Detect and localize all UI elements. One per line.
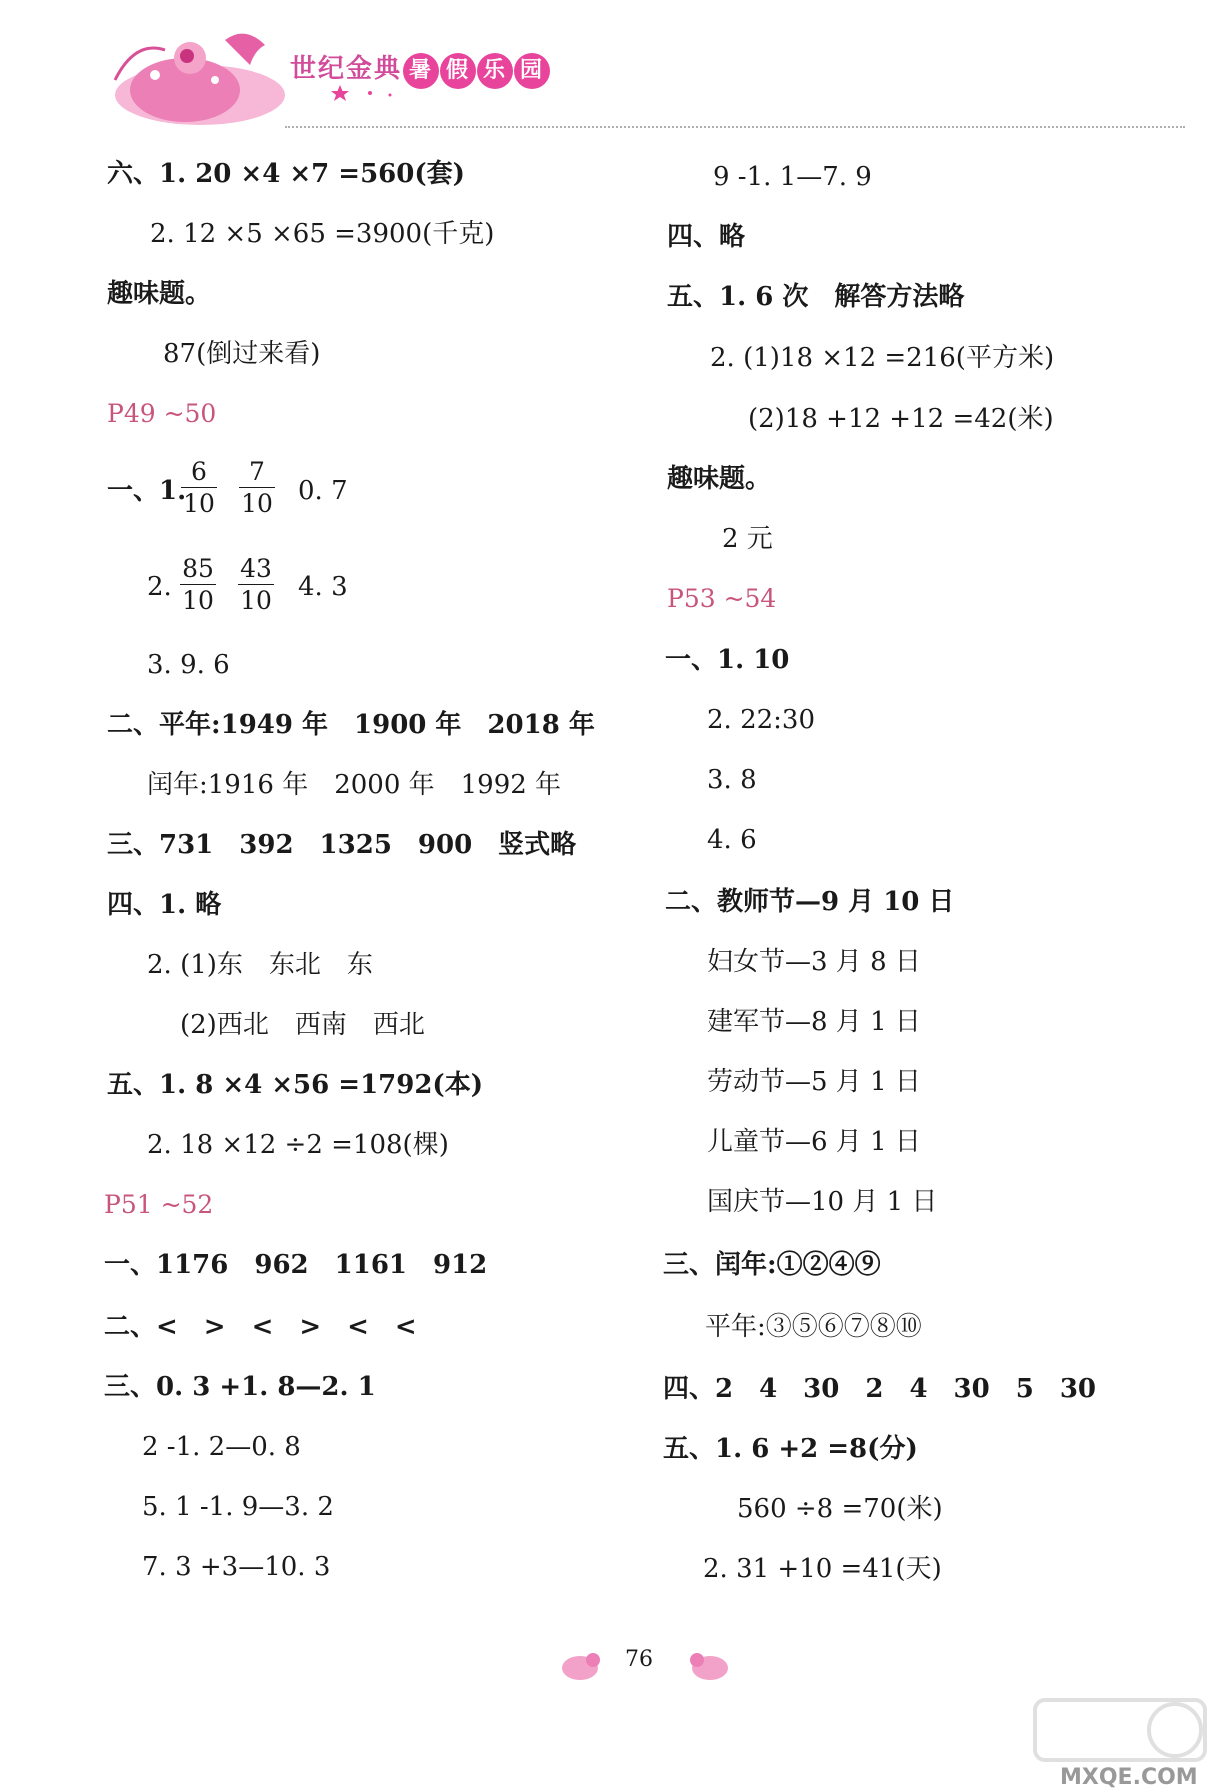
header-bubble-4: 园 bbox=[514, 53, 550, 89]
page-range-label: P53 ~54 bbox=[667, 584, 777, 613]
fraction-denominator: 10 bbox=[241, 489, 273, 518]
fraction-numerator: 43 bbox=[238, 554, 274, 585]
answer-line: (2)西北 西南 西北 bbox=[180, 1010, 425, 1040]
header-title bbox=[290, 48, 550, 89]
page-range-label: P49 ~50 bbox=[107, 399, 217, 428]
answer-line: 3. 8 bbox=[707, 765, 757, 795]
answer-line: 五、1. 6 次 解答方法略 bbox=[667, 282, 965, 312]
answer-line: 四、略 bbox=[667, 222, 746, 252]
answer-line: 二、平年:1949 年 1900 年 2018 年 bbox=[107, 710, 595, 740]
page-header bbox=[0, 0, 1218, 140]
answer-line: 劳动节—5 月 1 日 bbox=[707, 1067, 921, 1097]
answer-line: 一、1176 962 1161 912 bbox=[104, 1250, 488, 1280]
fraction-denominator: 10 bbox=[182, 586, 214, 615]
answer-line: 五、1. 8 ×4 ×56 =1792(本) bbox=[107, 1070, 484, 1100]
section-heading: 趣味题。 bbox=[667, 464, 772, 494]
answer-line: 四、1. 略 bbox=[107, 890, 222, 920]
answer-line: 4. 6 bbox=[707, 825, 757, 855]
answer-line: 国庆节—10 月 1 日 bbox=[707, 1187, 938, 1217]
header-dotted-divider bbox=[285, 126, 1185, 128]
answer-line: 妇女节—3 月 8 日 bbox=[707, 947, 921, 977]
answer-line: 2. 12 ×5 ×65 =3900(千克) bbox=[150, 219, 495, 249]
answer-line: 2 -1. 2—0. 8 bbox=[142, 1432, 301, 1462]
section-heading: 趣味题。 bbox=[107, 279, 212, 309]
answer-line: 87(倒过来看) bbox=[163, 339, 321, 369]
answer-line: 儿童节—6 月 1 日 bbox=[707, 1127, 921, 1157]
fraction bbox=[181, 457, 217, 520]
answer-value: 0. 7 bbox=[298, 476, 348, 506]
answer-line: 2. 18 ×12 ÷2 =108(棵) bbox=[147, 1130, 449, 1160]
answer-line: 六、1. 20 ×4 ×7 =560(套) bbox=[107, 159, 465, 189]
answer-line: 四、2 4 30 2 4 30 5 30 bbox=[663, 1374, 1096, 1404]
answer-line-prefix: 一、1. bbox=[107, 476, 187, 506]
fraction-numerator: 6 bbox=[181, 457, 217, 488]
fraction-denominator: 10 bbox=[240, 586, 272, 615]
answer-line: 建军节—8 月 1 日 bbox=[707, 1007, 921, 1037]
fraction bbox=[238, 554, 274, 617]
answer-line: 2 元 bbox=[722, 524, 773, 554]
answer-line: 2. (1)18 ×12 =216(平方米) bbox=[710, 343, 1055, 373]
answer-line: 平年:③⑤⑥⑦⑧⑩ bbox=[705, 1312, 922, 1342]
page-range-label: P51 ~52 bbox=[104, 1190, 214, 1219]
answer-line: 二、< > < > < < bbox=[104, 1312, 417, 1342]
answer-line: 2. (1)东 东北 东 bbox=[147, 950, 373, 980]
fraction-denominator: 10 bbox=[183, 489, 215, 518]
header-logo-illustration bbox=[105, 20, 295, 130]
watermark-text: MXQE.COM bbox=[1060, 1765, 1198, 1790]
header-bubble-1: 暑 bbox=[403, 53, 439, 89]
answer-line: 9 -1. 1—7. 9 bbox=[713, 162, 872, 192]
fraction bbox=[239, 457, 275, 520]
answer-value: 4. 3 bbox=[298, 572, 348, 602]
answer-line: 三、闰年:①②④⑨ bbox=[663, 1250, 881, 1280]
answer-line: 一、1. 10 bbox=[665, 645, 790, 675]
answer-line-prefix: 2. bbox=[147, 572, 172, 602]
answer-line: 5. 1 -1. 9—3. 2 bbox=[142, 1492, 334, 1522]
fraction-numerator: 7 bbox=[239, 457, 275, 488]
answer-line: (2)18 +12 +12 =42(米) bbox=[748, 404, 1054, 434]
answer-line: 闰年:1916 年 2000 年 1992 年 bbox=[147, 770, 562, 800]
answer-line: 三、0. 3 +1. 8—2. 1 bbox=[104, 1372, 376, 1402]
header-bubble-3: 乐 bbox=[477, 53, 513, 89]
page-number: 76 bbox=[625, 1647, 653, 1672]
header-bubble-2: 假 bbox=[440, 53, 476, 89]
answer-line: 7. 3 +3—10. 3 bbox=[142, 1552, 331, 1582]
star-decoration-icon bbox=[330, 83, 410, 103]
header-title-main: 世纪金典 bbox=[290, 54, 403, 84]
answer-line: 3. 9. 6 bbox=[147, 650, 230, 680]
fraction-numerator: 85 bbox=[180, 554, 216, 585]
answer-line: 五、1. 6 +2 =8(分) bbox=[663, 1434, 918, 1464]
fraction bbox=[180, 554, 216, 617]
answer-line: 二、教师节—9 月 10 日 bbox=[665, 887, 955, 917]
answer-line: 三、731 392 1325 900 竖式略 bbox=[107, 830, 577, 860]
answer-line: 560 ÷8 =70(米) bbox=[737, 1494, 943, 1524]
answer-line: 2. 22:30 bbox=[707, 705, 815, 735]
answer-line: 2. 31 +10 =41(天) bbox=[703, 1554, 942, 1584]
